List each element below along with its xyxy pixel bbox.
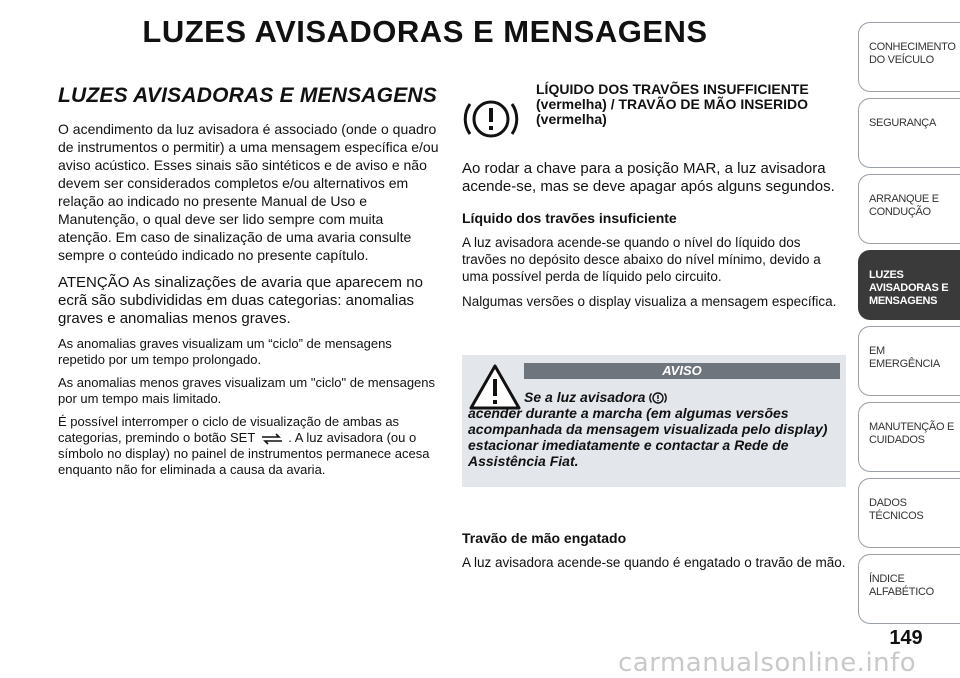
set-button-icon (259, 433, 285, 445)
paragraph-brake-fluid: A luz avisadora acende-se quando o nível do líquido dos travões no depósito desce abaixo do nível mínimo, devido a uma possível perda de líquido pelo circuito. (462, 235, 821, 284)
page-title: LUZES AVISADORAS E MENSAGENS (142, 14, 708, 49)
right-column (462, 82, 846, 318)
tab-conhecimento-do-veiculo[interactable] (858, 22, 960, 92)
section-heading: LUZES AVISADORAS E MENSAGENS (58, 84, 437, 107)
paragraph-serious-anomalies: As anomalias graves visualizam um “ciclo” de mensagens repetido por um tempo prolongado. (58, 336, 392, 367)
warning-text-b: acender durante a marcha (em algumas versões acompanhada da mensagem visualizada pelo display) estacionar imediatamente e contactar a Rede de Assistência Fiat. (468, 405, 828, 470)
paragraph-display-message: Nalgumas versões o display visualiza a mensagem específica. (462, 294, 837, 309)
paragraph-attention: ATENÇÃO As sinalizações de avaria que aparecem no ecrã são subdivididas em duas categorias: anomalias graves e anomalias menos graves. (58, 274, 423, 327)
page-number: 149 (889, 627, 923, 649)
tab-label: CONHECIMENTO DO VEÍCULO (869, 41, 956, 66)
tab-indice-alfabetico[interactable] (858, 554, 960, 624)
tab-label: ÍNDICE ALFABÉTICO (869, 573, 934, 598)
tab-label: SEGURANÇA (869, 117, 936, 129)
tab-luzes-avisadoras-e-mensagens[interactable] (858, 250, 960, 320)
tab-label: DADOS TÉCNICOS (869, 497, 924, 522)
interrupt-text-a: É possível interromper o ciclo de visualização de ambas as categorias, premindo o botão SET (58, 414, 400, 445)
warning-box (462, 355, 846, 487)
tab-manutencao-e-cuidados[interactable] (858, 402, 960, 472)
tab-arranque-e-conducao[interactable] (858, 174, 960, 244)
tab-label: MANUTENÇÃO E CUIDADOS (869, 421, 955, 446)
brake-warning-icon (462, 90, 520, 148)
warning-label: AVISO (524, 363, 840, 379)
tab-label: EM EMERGÊNCIA (869, 345, 940, 370)
interrupt-text-b: . A luz avisadora (ou o símbolo no display) no painel de instrumentos permanece acesa enquanto não for eliminada a causa da avaria. (58, 430, 430, 477)
right-column-bottom (462, 516, 846, 579)
tab-label: LUZES AVISADORAS E MENSAGENS (869, 269, 949, 307)
tab-em-emergencia[interactable] (858, 326, 960, 396)
watermark: carmanualsonline.info (618, 648, 917, 678)
paragraph-interrupt-cycle (58, 414, 440, 478)
subheading-handbrake: Travão de mão engatado (462, 530, 627, 546)
paragraph-key-mar: Ao rodar a chave para a posição MAR, a luz avisadora acende-se, mas se deve apagar após alguns segundos. (462, 160, 835, 195)
warning-text-a: Se a luz avisadora (524, 389, 646, 405)
tab-dados-tecnicos[interactable] (858, 478, 960, 548)
warning-title: LÍQUIDO DOS TRAVÕES INSUFFICIENTE (vermelha) / TRAVÃO DE MÃO INSERIDO (vermelha) (536, 81, 809, 127)
chapter-sidebar (858, 22, 960, 630)
paragraph-minor-anomalies: As anomalias menos graves visualizam um "ciclo" de mensagens por um tempo mais limitado. (58, 375, 436, 406)
subheading-brake-fluid: Líquido dos travões insuficiente (462, 210, 677, 226)
left-column (58, 84, 440, 485)
warning-text (468, 389, 840, 469)
paragraph-handbrake: A luz avisadora acende-se quando é engatado o travão de mão. (462, 555, 846, 570)
warning-header (462, 82, 846, 160)
brake-warning-icon-small (649, 391, 667, 405)
paragraph-intro: O acendimento da luz avisadora é associado (onde o quadro de instrumentos o permitir) a uma mensagem específica e/ou aviso acústico. Esses sinais são sintéticos e de aviso e não devem ser considerados completos e/ou alternativos em relação ao indicado no presente Manual de Uso e Manutenção, o qual deve ser lido sempre com muita atenção. Em caso de sinalização de uma avaria consulte sempre o conteúdo indicado no presente capítulo. (58, 121, 439, 263)
tab-label: ARRANQUE E CONDUÇÃO (869, 193, 939, 218)
tab-seguranca[interactable] (858, 98, 960, 168)
